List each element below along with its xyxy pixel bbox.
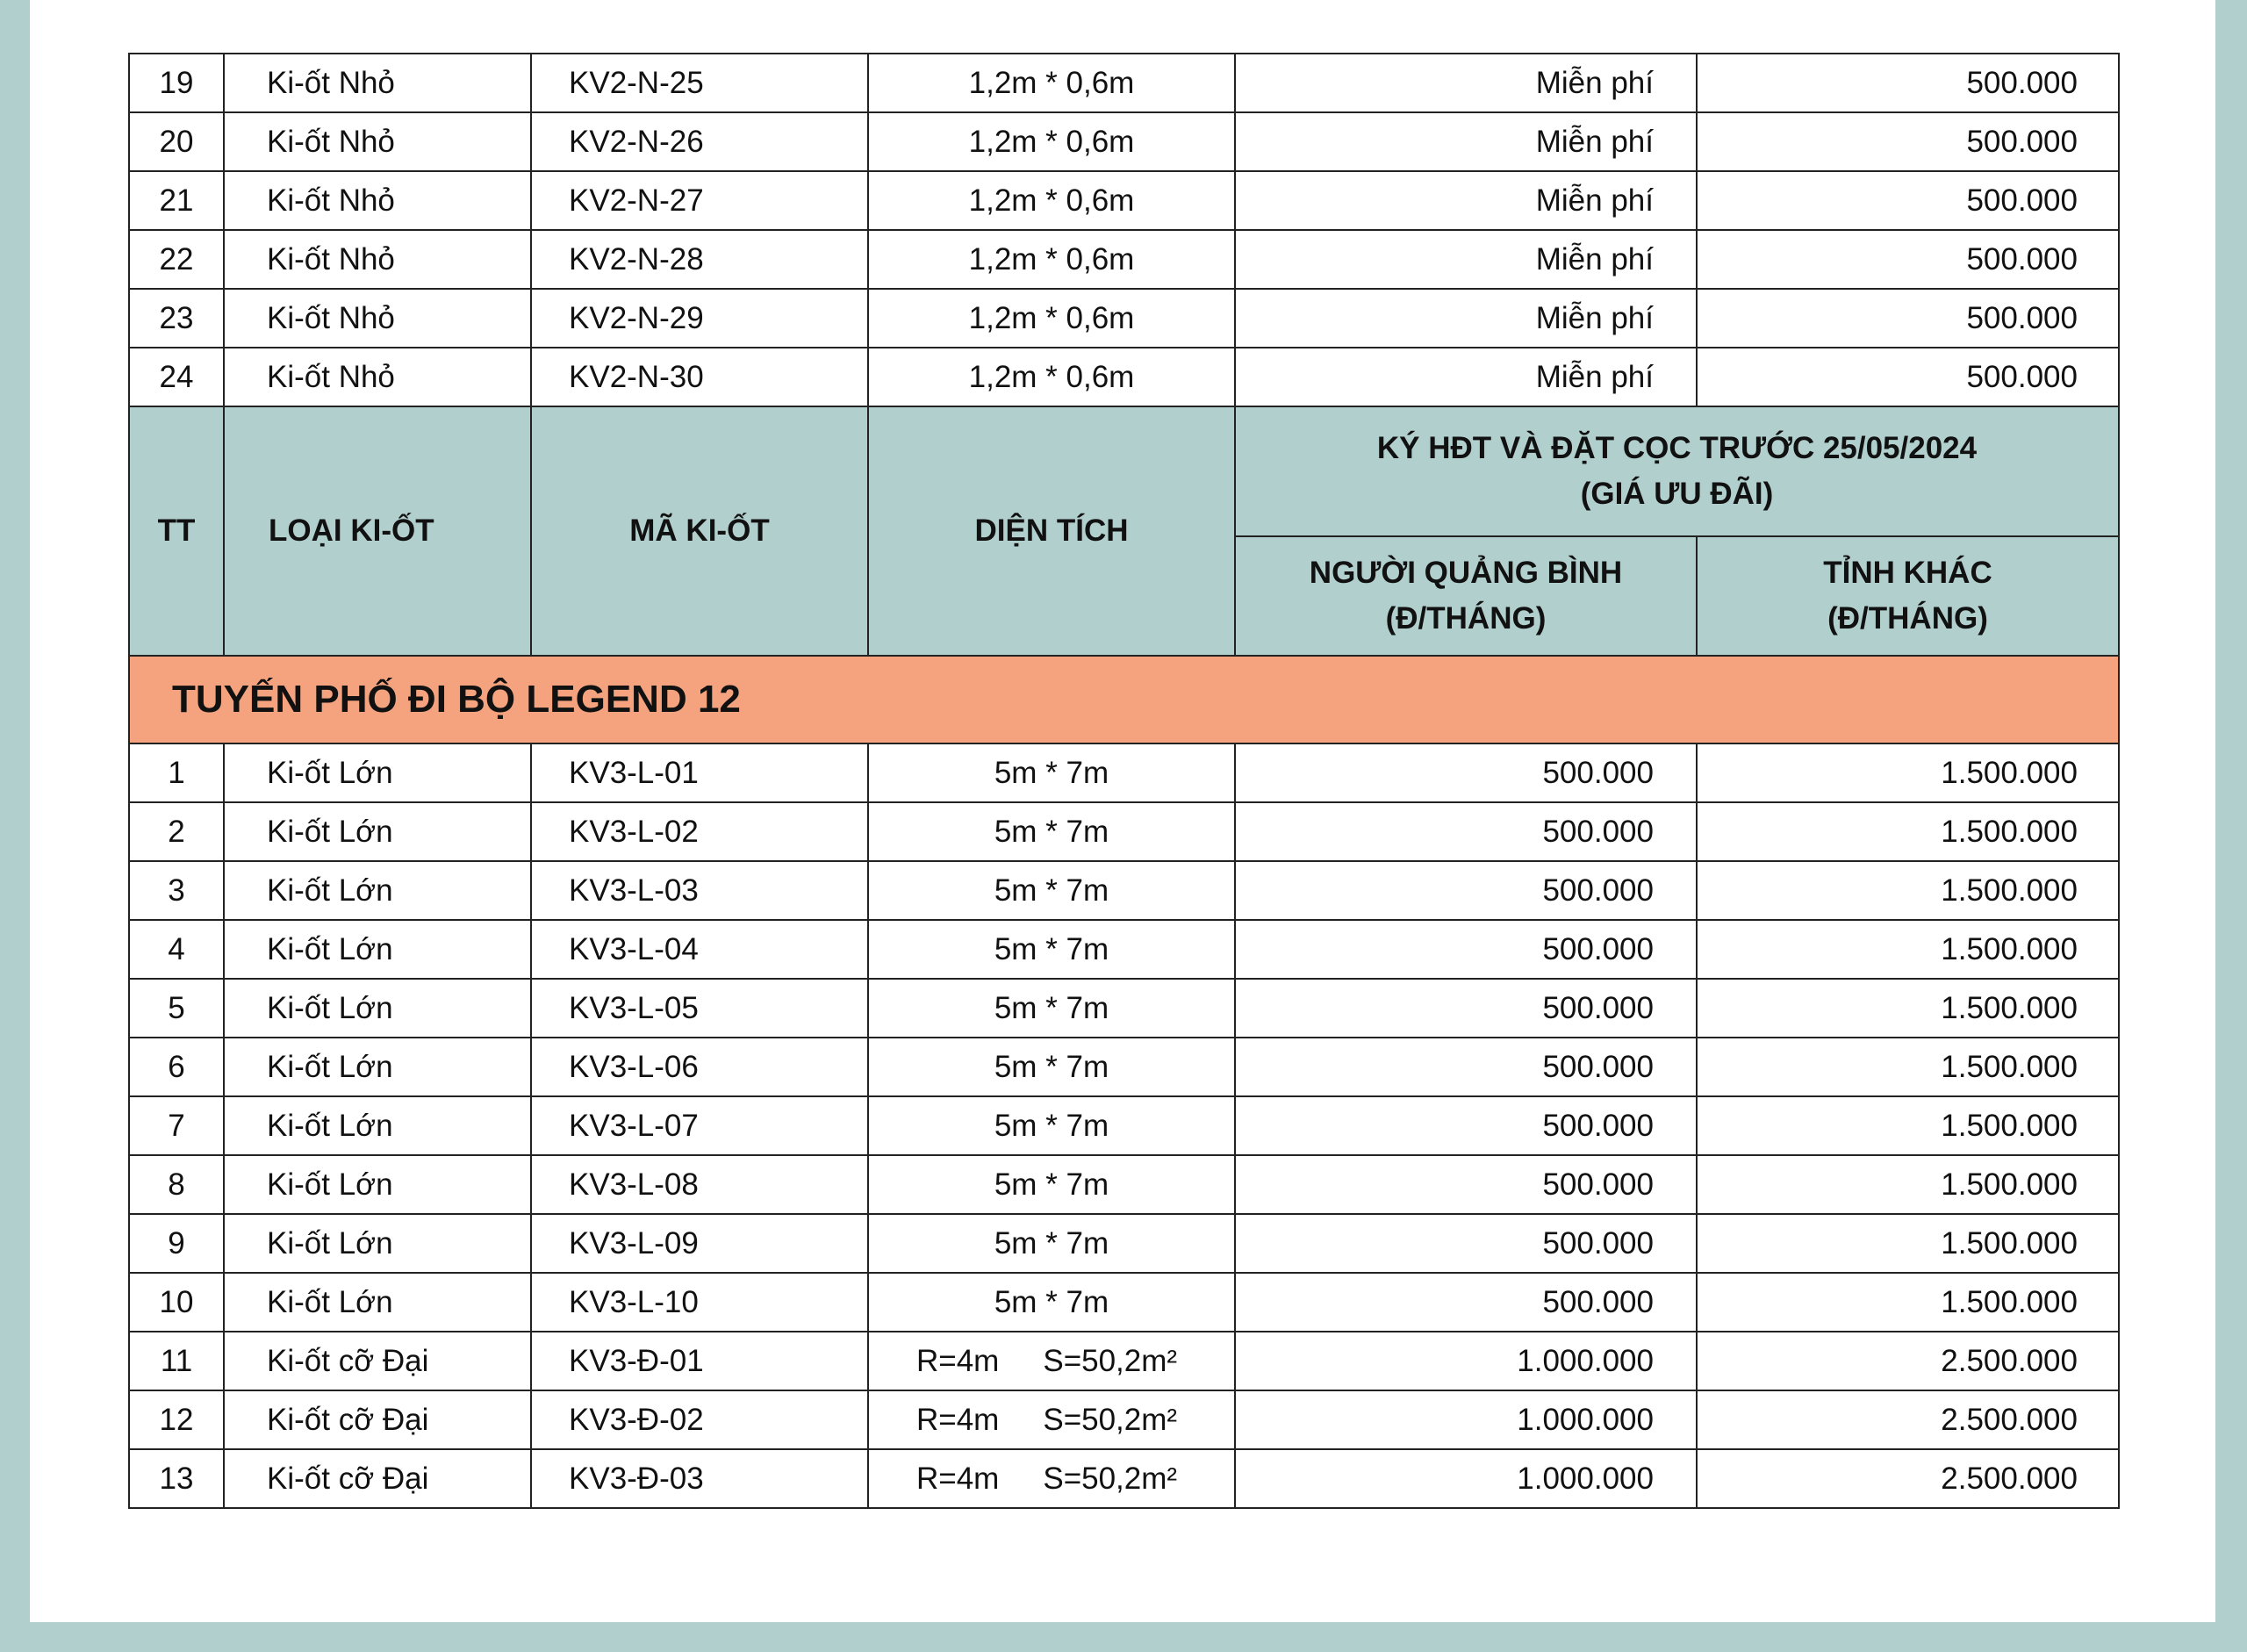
cell-tt: 23 <box>129 289 224 348</box>
cell-type: Ki-ốt Lớn <box>224 1155 531 1214</box>
cell-type: Ki-ốt Nhỏ <box>224 348 531 406</box>
cell-tt: 19 <box>129 54 224 112</box>
cell-price-other: 500.000 <box>1697 54 2119 112</box>
cell-price-qb: 1.000.000 <box>1235 1390 1697 1449</box>
table-row <box>129 1390 2119 1449</box>
cell-price-qb: 500.000 <box>1235 1214 1697 1273</box>
cell-price-other: 1.500.000 <box>1697 1214 2119 1273</box>
cell-price-other: 2.500.000 <box>1697 1449 2119 1508</box>
cell-code: KV3-L-09 <box>531 1214 868 1273</box>
cell-tt: 6 <box>129 1038 224 1096</box>
table-row <box>129 1038 2119 1096</box>
cell-type: Ki-ốt Lớn <box>224 743 531 802</box>
table-row <box>129 743 2119 802</box>
cell-area: 1,2m * 0,6m <box>868 171 1235 230</box>
header-qb-line1: NGƯỜI QUẢNG BÌNH <box>1309 556 1623 590</box>
cell-area: 5m * 7m <box>868 1214 1235 1273</box>
cell-price-other: 500.000 <box>1697 230 2119 289</box>
cell-tt: 7 <box>129 1096 224 1155</box>
cell-code: KV2-N-27 <box>531 171 868 230</box>
header-price-other <box>1697 536 2119 656</box>
table-row <box>129 171 2119 230</box>
cell-code: KV3-L-07 <box>531 1096 868 1155</box>
section-title: TUYẾN PHỐ ĐI BỘ LEGEND 12 <box>129 656 2119 743</box>
cell-price-other: 1.500.000 <box>1697 1038 2119 1096</box>
cell-price-other: 2.500.000 <box>1697 1332 2119 1390</box>
cell-tt: 9 <box>129 1214 224 1273</box>
cell-type: Ki-ốt Nhỏ <box>224 289 531 348</box>
header-price-qb <box>1235 536 1697 656</box>
cell-price-qb: 500.000 <box>1235 861 1697 920</box>
cell-price-other: 2.500.000 <box>1697 1390 2119 1449</box>
cell-area <box>868 1449 1235 1508</box>
table-row <box>129 348 2119 406</box>
cell-code: KV3-Đ-02 <box>531 1390 868 1449</box>
cell-price-qb: 500.000 <box>1235 802 1697 861</box>
table-row <box>129 230 2119 289</box>
cell-tt: 12 <box>129 1390 224 1449</box>
area-surface: S=50,2m² <box>1043 1343 1178 1378</box>
cell-tt: 2 <box>129 802 224 861</box>
cell-area: 5m * 7m <box>868 1096 1235 1155</box>
cell-area: 5m * 7m <box>868 802 1235 861</box>
cell-tt: 3 <box>129 861 224 920</box>
cell-tt: 21 <box>129 171 224 230</box>
cell-code: KV3-L-10 <box>531 1273 868 1332</box>
cell-price-other: 500.000 <box>1697 289 2119 348</box>
cell-area: 5m * 7m <box>868 979 1235 1038</box>
cell-price-qb: Miễn phí <box>1235 230 1697 289</box>
cell-type: Ki-ốt cỡ Đại <box>224 1449 531 1508</box>
cell-code: KV3-Đ-03 <box>531 1449 868 1508</box>
area-radius: R=4m <box>916 1461 1000 1496</box>
cell-area: 5m * 7m <box>868 861 1235 920</box>
header-code: MÃ KI-ỐT <box>531 406 868 656</box>
cell-code: KV2-N-29 <box>531 289 868 348</box>
cell-code: KV3-L-02 <box>531 802 868 861</box>
cell-price-qb: 500.000 <box>1235 1038 1697 1096</box>
cell-code: KV3-L-04 <box>531 920 868 979</box>
cell-price-qb: 500.000 <box>1235 743 1697 802</box>
table-row <box>129 861 2119 920</box>
cell-type: Ki-ốt cỡ Đại <box>224 1332 531 1390</box>
cell-type: Ki-ốt Lớn <box>224 979 531 1038</box>
cell-code: KV2-N-28 <box>531 230 868 289</box>
cell-area: 5m * 7m <box>868 1273 1235 1332</box>
cell-type: Ki-ốt Lớn <box>224 920 531 979</box>
cell-area: 1,2m * 0,6m <box>868 54 1235 112</box>
cell-area <box>868 1390 1235 1449</box>
cell-price-qb: 1.000.000 <box>1235 1332 1697 1390</box>
cell-code: KV3-Đ-01 <box>531 1332 868 1390</box>
cell-price-other: 1.500.000 <box>1697 920 2119 979</box>
cell-code: KV3-L-05 <box>531 979 868 1038</box>
table-row <box>129 802 2119 861</box>
cell-price-qb: 500.000 <box>1235 979 1697 1038</box>
cell-area <box>868 1332 1235 1390</box>
cell-type: Ki-ốt cỡ Đại <box>224 1390 531 1449</box>
cell-price-other: 1.500.000 <box>1697 802 2119 861</box>
table-row <box>129 289 2119 348</box>
cell-area: 5m * 7m <box>868 920 1235 979</box>
cell-tt: 1 <box>129 743 224 802</box>
cell-area: 1,2m * 0,6m <box>868 230 1235 289</box>
table-row <box>129 54 2119 112</box>
header-qb-line2: (Đ/THÁNG) <box>1385 601 1547 636</box>
cell-type: Ki-ốt Lớn <box>224 1038 531 1096</box>
kiosk-price-table <box>128 53 2120 1509</box>
area-surface: S=50,2m² <box>1043 1402 1178 1437</box>
cell-type: Ki-ốt Nhỏ <box>224 230 531 289</box>
cell-price-qb: 500.000 <box>1235 1273 1697 1332</box>
cell-tt: 5 <box>129 979 224 1038</box>
cell-type: Ki-ốt Lớn <box>224 802 531 861</box>
header-type: LOẠI KI-ỐT <box>224 406 531 656</box>
cell-type: Ki-ốt Nhỏ <box>224 171 531 230</box>
document-page <box>30 0 2215 1622</box>
table-row <box>129 920 2119 979</box>
cell-area: 5m * 7m <box>868 1038 1235 1096</box>
table-row <box>129 1096 2119 1155</box>
table-row <box>129 1273 2119 1332</box>
table-row <box>129 1449 2119 1508</box>
cell-area: 1,2m * 0,6m <box>868 112 1235 171</box>
cell-area: 1,2m * 0,6m <box>868 348 1235 406</box>
table-row <box>129 1214 2119 1273</box>
header-other-line1: TỈNH KHÁC <box>1823 556 1992 590</box>
cell-type: Ki-ốt Lớn <box>224 861 531 920</box>
cell-tt: 13 <box>129 1449 224 1508</box>
header-group-line1: KÝ HĐT VÀ ĐẶT CỌC TRƯỚC 25/05/2024 <box>1376 431 1978 465</box>
cell-code: KV3-L-01 <box>531 743 868 802</box>
cell-tt: 8 <box>129 1155 224 1214</box>
cell-area: 5m * 7m <box>868 1155 1235 1214</box>
header-area: DIỆN TÍCH <box>868 406 1235 656</box>
cell-price-qb: Miễn phí <box>1235 112 1697 171</box>
cell-price-qb: Miễn phí <box>1235 54 1697 112</box>
header-price-group <box>1235 406 2119 536</box>
cell-code: KV2-N-26 <box>531 112 868 171</box>
cell-price-other: 500.000 <box>1697 171 2119 230</box>
cell-price-other: 500.000 <box>1697 112 2119 171</box>
header-other-line2: (Đ/THÁNG) <box>1827 601 1988 636</box>
cell-type: Ki-ốt Nhỏ <box>224 54 531 112</box>
table-row <box>129 112 2119 171</box>
header-group-line2: (GIÁ ƯU ĐÃI) <box>1580 477 1774 511</box>
header-tt: TT <box>129 406 224 656</box>
cell-price-other: 1.500.000 <box>1697 979 2119 1038</box>
cell-tt: 20 <box>129 112 224 171</box>
cell-price-other: 1.500.000 <box>1697 861 2119 920</box>
area-radius: R=4m <box>916 1402 1000 1437</box>
cell-price-other: 1.500.000 <box>1697 743 2119 802</box>
cell-price-qb: Miễn phí <box>1235 348 1697 406</box>
cell-type: Ki-ốt Nhỏ <box>224 112 531 171</box>
cell-area: 1,2m * 0,6m <box>868 289 1235 348</box>
cell-tt: 4 <box>129 920 224 979</box>
cell-code: KV2-N-25 <box>531 54 868 112</box>
table-row <box>129 979 2119 1038</box>
table-row <box>129 1332 2119 1390</box>
top-rows <box>129 54 2119 406</box>
cell-tt: 10 <box>129 1273 224 1332</box>
cell-price-other: 1.500.000 <box>1697 1155 2119 1214</box>
cell-price-qb: Miễn phí <box>1235 289 1697 348</box>
table-header <box>129 406 2119 656</box>
main-rows <box>129 743 2119 1508</box>
cell-code: KV3-L-06 <box>531 1038 868 1096</box>
area-radius: R=4m <box>916 1343 1000 1378</box>
cell-price-other: 1.500.000 <box>1697 1273 2119 1332</box>
cell-area: 5m * 7m <box>868 743 1235 802</box>
cell-tt: 11 <box>129 1332 224 1390</box>
cell-price-qb: 500.000 <box>1235 1155 1697 1214</box>
cell-code: KV3-L-08 <box>531 1155 868 1214</box>
cell-price-other: 1.500.000 <box>1697 1096 2119 1155</box>
cell-tt: 22 <box>129 230 224 289</box>
cell-type: Ki-ốt Lớn <box>224 1096 531 1155</box>
cell-code: KV2-N-30 <box>531 348 868 406</box>
area-surface: S=50,2m² <box>1043 1461 1178 1496</box>
cell-price-other: 500.000 <box>1697 348 2119 406</box>
cell-type: Ki-ốt Lớn <box>224 1214 531 1273</box>
cell-tt: 24 <box>129 348 224 406</box>
cell-price-qb: Miễn phí <box>1235 171 1697 230</box>
cell-code: KV3-L-03 <box>531 861 868 920</box>
section-row <box>129 656 2119 743</box>
table-row <box>129 1155 2119 1214</box>
cell-type: Ki-ốt Lớn <box>224 1273 531 1332</box>
cell-price-qb: 500.000 <box>1235 920 1697 979</box>
cell-price-qb: 1.000.000 <box>1235 1449 1697 1508</box>
cell-price-qb: 500.000 <box>1235 1096 1697 1155</box>
